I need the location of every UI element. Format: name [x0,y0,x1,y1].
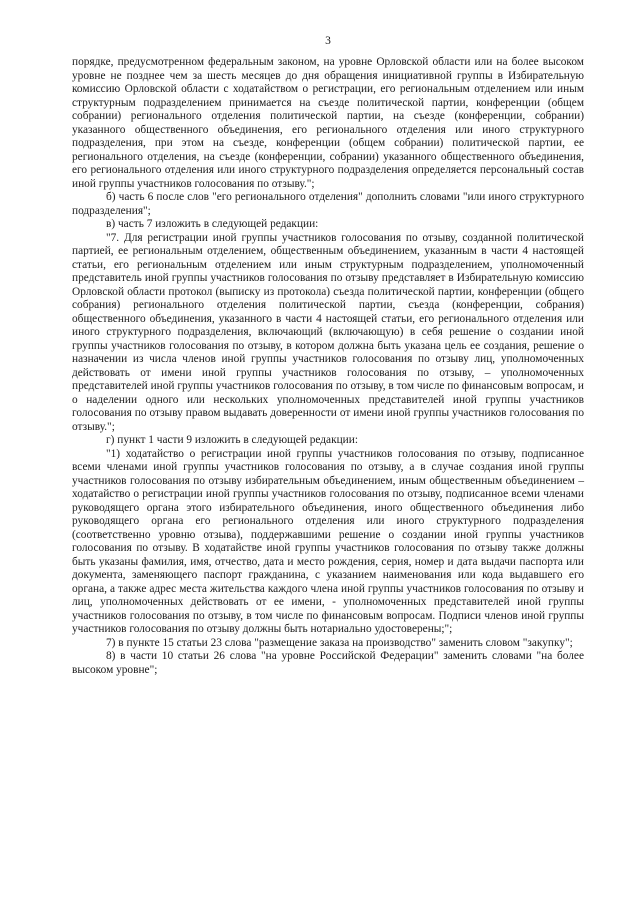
paragraph-item-v: в) часть 7 изложить в следующей редакции: [106,218,319,230]
paragraph-continuation: порядке, предусмотренном федеральным законом, на уровне Орловской области или на более высоком уровне не позднее чем за шесть месяцев до дня обращения инициативной группы в Избирательную комиссию Орловской области с ходатайством о регистрации, его региональным отделением или иным структурным подразделением принимается на съезде политической партии, конференции (общем собрании) регионального отделения политической партии, на съезде (конференции, собрании) указанного общественного объединения, его регионального отделения или иного структурного подразделения, при этом на съезде, конференции (общем собрании) политической партии, ее регионального отделения, на съезде (конференции, собрании) указанного общественного объединения, его регионального отделения или иного структурного подразделения определяется персональный состав иной группы участников голосования по отзыву."; [72,56,584,190]
paragraph-item-g: г) пункт 1 части 9 изложить в следующей редакции: [106,434,358,446]
paragraph-item-8: 8) в части 10 статьи 26 слова "на уровне Российской Федерации" заменить словами "на более высоком уровне"; [72,650,584,676]
document-body [72,56,584,677]
paragraph-point-1-text: "1) ходатайство о регистрации иной группы участников голосования по отзыву, подписанное всеми членами иной группы участников голосования по отзыву, а в случае создания иной группы участников голосования по отзыву избирательным объединением, иным общественным объединением – ходатайство о регистрации иной группы участников голосования по отзыву, подписанное всеми членами руководящего органа этого избирательного объединения, иного общественного объединения либо руководящего органа его регионального отделения или иного структурного подразделения (соответственно уровню отзыва), поддержавшими решение о создании иной группы участников голосования по отзыву. В ходатайстве иной группы участников голосования по отзыву также должны быть указаны фамилия, имя, отчество, дата и место рождения, серия, номер и дата выдачи паспорта или документа, заменяющего паспорт гражданина, с указанием наименования или кода выдавшего его органа, а также адрес места жительства каждого члена иной группы участников голосования по отзыву и лиц, уполномоченных действовать от ее имени, - уполномоченных представителей иной группы участников голосования по отзыву, в том числе по финансовым вопросам. Подписи членов иной группы участников голосования по отзыву должны быть нотариально удостоверены;"; [72,447,584,635]
paragraph-part-7-text: "7. Для регистрации иной группы участников голосования по отзыву, созданной политической партией, ее региональным отделением, общественным объединением, указанным в части 4 настоящей статьи, его региональным отделением или иным структурным подразделением, уполномоченный представитель иной группы участников голосования по отзыву представляет в Избирательную комиссию Орловской области протокол (выписку из протокола) съезда политической партии, конференции (общего собрания) регионального отделения политической партии, съезда (конференции, собрания) общественного объединения, указанного в части 4 настоящей статьи, его регионального отделения или иного структурного подразделения, включающий (включающую) в себя решение о создании иной группы участников голосования по отзыву, в котором должна быть указана цель ее создания, решение о назначении из числа членов иной группы участников голосования по отзыву лиц, уполномоченных действовать от имени иной группы участников голосования по отзыву, – уполномоченных представителей иной группы участников голосования по отзыву, в том числе по финансовым вопросам, и о наделении одного или нескольких уполномоченных представителей иной группы участников голосования по отзыву правом выдавать доверенности от имени иной группы участников голосования по отзыву."; [72,231,584,433]
paragraph-item-7: 7) в пункте 15 статьи 23 слова "размещение заказа на производство" заменить словом "закупку"; [106,636,573,649]
page-number: 3 [325,35,331,47]
paragraph-item-b: б) часть 6 после слов "его регионального отделения" дополнить словами "или иного структурного подразделения"; [72,191,584,217]
